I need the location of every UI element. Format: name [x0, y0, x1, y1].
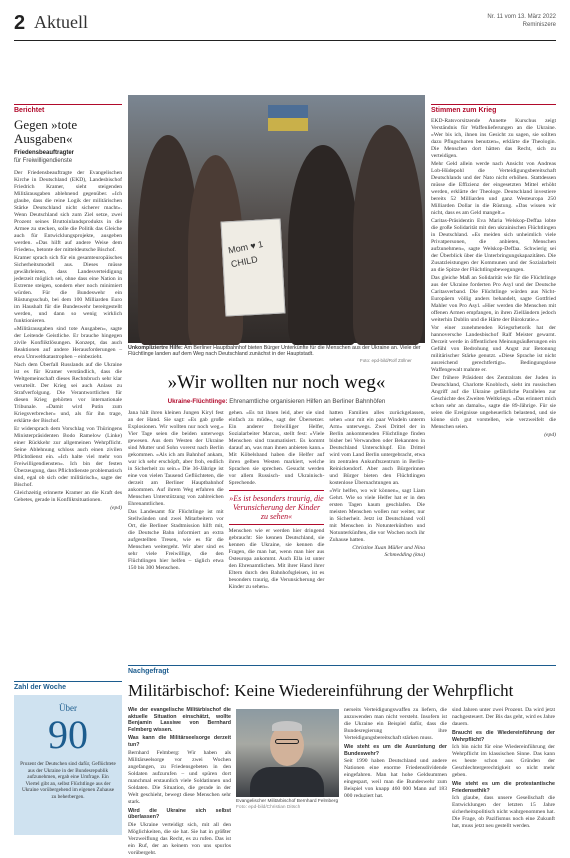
- main-column: [128, 410, 224, 592]
- main-paragraph: Menschen wie er werden hier dringend gebraucht: Sie kennen Deutschland, sie kennen die Ukraine, sie kennen die Fragen, die man hat, wenn man hier aus Osteuropa ankommt. Auch Ella ist unter den Ehrenamtlichen. Mit ihrer Hand ihrer Eltern durch den Bahnhofsgleisen, ist es besonders traurig, die Verunsicherung der Kinder zu sehen«.: [228, 528, 325, 590]
- stimmen-paragraph: Vor einer zunehmenden Kriegsrhetorik hat der hannoversche Landesbischof Ralf Meister gewarnt. Derzeit werde in öffentlichen Meinungsäußerungen ein Gefühl von Bedrohung und Angst zur Betonung militärischer Stärke genutzt. »Diese Sprache ist nicht ausreichend gerechtfertigt«. Bedingungslose Waffengewalt mahnte er.: [431, 325, 556, 373]
- felmberg-portrait: [236, 709, 339, 797]
- interview-intro: Wie der evangelische Militärbischof die aktuelle Situation einschätzt, wollte Benjamin Lassiwe von Bernhard Felmberg wissen.: [128, 707, 231, 733]
- nachgefragt-section: [128, 665, 556, 858]
- berichtet-credit: (epd): [110, 505, 122, 511]
- main-subline: [128, 398, 425, 405]
- pull-quote: »Es ist besonders traurig, die Verunsicherung der Kinder zu sehen«: [229, 490, 325, 525]
- berichtet-column: [14, 104, 122, 513]
- nachgefragt-column: [128, 707, 231, 858]
- main-subline-text: Ehrenamtliche organisieren Hilfen an Berliner Bahnhöfen: [229, 398, 386, 405]
- berichtet-body: [14, 170, 122, 512]
- stimmen-paragraph: EKD-Ratsvorsitzende Annette Kurschus zeigt Verständnis für Waffenlieferungen an die Ukraine. »Wer bis ich, ihnen ins Gesicht zu sagen, sie sollten dazu Pflugscharen benutzen«, erklärte die Theologin. Die Menschen dort hätten das Recht, sich zu verteidigen.: [431, 118, 556, 159]
- page-number: 2: [14, 12, 26, 34]
- berichtet-paragraph: Gleichzeitig erinnerte Kramer an die Kraft des Gebetes, gerade in Konfliktsituationen.: [14, 490, 122, 503]
- interview-question: Wie steht es um die protestantische Friedensethik?: [452, 781, 555, 794]
- berichtet-paragraph: Nach dem Überfall Russlands auf die Ukraine ist es für Kramer verständlich, dass die Weltgemeinschaft dieses Rechtsbruch sehr klar verurteilt. Der Krieg sei auch Anlass zu Strafverfolgung. Die Verantwortlichen für diesen Krieg gehörten vor internationale Tribunale. »Damit wird Putin zum Kriegsverbrecher« und, als für ihn trage, erklärte der Bischof.: [14, 362, 122, 424]
- zahl-kicker: Zahl der Woche: [14, 681, 122, 691]
- main-column: [229, 410, 325, 592]
- main-paragraph: gehen. »Es tut ihnen leid, aber sie sind einfach zu müde«, sagt der Übersetzer. Ein anderer freiwilliger Helfer, Sozialarbeiter Marcus, stellt fest: »Viele Menschen sind traumatisiert. Es kommt darauf an, was man ihnen anbieten kann.« Mit Köbelsband haben die Helfer auf ihren gelben Westen markiert, welche Sprachen sie sprechen. Gesucht werden vor allem Russisch- und Ukrainisch-Sprechende.: [228, 410, 325, 486]
- photo-caption-lead: Unkompliziertre Hilfe:: [128, 345, 183, 351]
- zahl-box: [14, 695, 122, 835]
- nachgefragt-column: [452, 707, 555, 858]
- stimmen-paragraph: Der frühere Präsident des Zentralrats der Juden in Deutschland, Charlotte Knobloch, sieht im russischen Angriff auf die Ukraine gefährliche Parallelen zur Geschichte des Zweiten Weltkriegs. »Das erinnert mich schon sehr an damals«, sagte die 89-Jährige. Für sie seien die Ereignisse ungeheuerlich belastend, und sie könne sich gut vorstellen, wie verzweifelt die Menschen seien.: [431, 375, 556, 430]
- berichtet-paragraph: Der Friedensbeauftragte der Evangelischen Kirche in Deutschland (EKD), Landesbischof Friedrich Kramer, sieht steigenden Militärausgaben ablehnend gegenüber. »Ich glaube, dass die reine Logik der militärischen Stärke Deutschland nicht sicherer macht«. Wenn Deutschland sich zum Ziel setze, zwei Prozent seines Bruttoinlandsprodukts in die Armee zu stecken, solle die Politik das Gleiche auch für Entwicklungsprojekte, ausgeben werden. »Das hilft auf andere Weise dem Frieden«, betonte der mitteldeutsche Bischof.: [14, 170, 122, 253]
- zahl-number: 90: [48, 712, 88, 757]
- interview-answer: sind Jahren unter zwei Prozent. Da wird jetzt nachgesteuert. Der Bis das geht, wird es Jahre dauern.: [452, 707, 555, 727]
- nachgefragt-column: [344, 707, 447, 858]
- main-paragraph: Jana hält ihren kleinen Jungen Kiryl fest an der Hand. Sie sagt: »Es gab große Explosionen. Wir wollten nur noch weg.« Vier Tage seien die beiden unterwegs gewesen. Aus dem Westen der Ukraine sind Mutter und Sohn vorerst nach Berlin gekommen. »Als ich am Bahnhof ankam, war ich sehr erschöpft, aber froh, endlich in Sicherheit zu sein.« Die 36-Jährige ist eine von vielen Tausend Geflüchteten, die derzeit am Berliner Hauptbahnhof ankommen. Auf ihrem Weg erfahren die Menschen Unterstützung von zahlreichen Ehrenamtlichen.: [128, 410, 224, 507]
- nachgefragt-portrait-column: [236, 707, 339, 858]
- interview-answer: Bernhard Felmberg: Wir haben als Militärseelsorge vor zwei Wochen angefangen, zu Friedensgebeten in den Soldaten aufzurufen – und spüren dort manchmal erstaunlich viele Soldatinnen und Soldaten. Die Situation, die gerade in der Welt geschieht, bewegt diese Menschen sehr stark.: [128, 749, 231, 805]
- berichtet-headline: Gegen »tote Ausgaben«: [14, 117, 78, 146]
- nachgefragt-columns: [128, 707, 556, 858]
- main-byline: Christine Xuan Müller und Nina Schmedding (kna): [352, 545, 426, 558]
- refugees-photo: [128, 95, 425, 343]
- interview-answer: Ich bin nicht für eine Wiedereinführung der Wehrpflicht im klassischen Sinne. Das kann es heute schon aus Gründen der Geschlechtergerechtigkeit so nicht mehr geben.: [452, 744, 555, 779]
- photo-caption: [128, 345, 425, 358]
- berichtet-kicker: Berichtet: [14, 104, 122, 114]
- stimmen-paragraph: Das gleiche Maß an Solidarität wie für die Flüchtlinge aus der Ukraine forderten Pro Asyl und der Deutsche Caritasverband. Die Flüchtlinge würden aus Nicht-Europäern völlig anders behandelt, sagte Gottfried Mahler von Pro Asyl. »Hier werden die Menschen mit offenen Armen empfangen, in ihren Zielländern jedoch weiterhin Dublin und die Härte der Bürokratie.«: [431, 275, 556, 323]
- berichtet-paragraph: Er widersprach dem Vorschlag von Thüringens Ministerpräsidenten Bodo Ramelow (Linke) einer Rückkehr zur allgemeinen Wehrpflicht. Seine Ablehnung schloss auch einen zivilen Pflichtdienst ein. »Ich halte viel mehr von Freiwilligendiensten«. Ich bin der festen Überzeugung, dass Pflichtdienste problematisch sind, egal ob sich oder militärisch«, sagte der Bischof.: [14, 426, 122, 488]
- interview-answer: Die Ukraine verteidigt sich, mit all den Möglichkeiten, die sie hat. Sie hat in größter Verzweiflung das Recht, es zu rufen. Das ist ein Ruf, der an keinem von uns spurlos vorübergeht.: [128, 821, 231, 856]
- issue-info: [487, 13, 556, 29]
- main-column: [329, 410, 425, 592]
- page-header: [14, 10, 556, 44]
- main-paragraph: »Wir helfen, wo wir können«, sagt Liam Gehrt. Wie so viele Helfer hat er in den ersten Tagen kaum geschlafen. Die meisten Menschen wollen nur weiter, nur in Sicherheit. Jetzt ist Deutschland voll mit Menschen in Notunterkünften und Notunterkünften, die vor Wochen noch ihr Zuhause hatten.: [329, 488, 426, 543]
- interview-question: Braucht es die Wiedereinführung der Wehrpflicht?: [452, 730, 555, 743]
- portrait-caption: Evangelischer Militärbischof Bernhard Felmberg: [236, 799, 339, 804]
- sign-text: Mom ♥ 1 CHILD: [227, 238, 264, 270]
- stimmen-body: [431, 118, 556, 439]
- main-paragraph: hatten Familien alles zurückgelassen, sehen »nur mit ein paar Windeln unterm Arm« unterwegs. Zwei Drittel der in Berlin ankommenden Flüchtlinge finden bisher bei Verwandten oder Bekannten in Deutschland Unterschlupf. Ein Drittel wird vom Land Berlin untergebracht, etwa im zentralen Ankunftszentrum in Berlin-Reinickendorf. Aber auch Bürgerinnen und Bürger bieten den Flüchtlingen kostenlose Übernachtungen an.: [329, 410, 426, 486]
- stimmen-paragraph: Caritas-Präsidentin Eva Maria Welskop-Deffaa lobte die große Solidarität mit den ukrainischen Flüchtlingen in Deutschland. »Es meiden sich unheimlich viele Privatpersonen, die anbieten, Menschen aufzunehmen«, sagte Welskop-Deffaa. Schwierig sei der Überblick über die Unterbringungskapazitäten. Die Zusatzleistungen der Kommunen und der Sozialarbeit an die Spitze der Flüchtlingsbewegungen.: [431, 218, 556, 273]
- interview-answer: nerseits Verteidigungswaffen zu liefern, die anzuwenden man nicht versteht. Insofern ist die Ukraine ein Beispiel dafür, dass die Bundesregierung ihre Verteidigungsbereitschaft stärken muss.: [344, 707, 447, 741]
- stimmen-kicker: Stimmen zum Krieg: [431, 104, 556, 114]
- zahl-text: Prozent der Deutschen sind dafür, Geflüchtete aus der Ukraine in der Bundesrepublik aufzunehmen, ergab eine Umfrage. Ein Viertel gibt an, selbst Flüchtlinge aus der Ukraine vorübergehend im eigenen Zuhause zu beherbergen.: [20, 761, 116, 800]
- berichtet-author: Friedensbeauftragter: [14, 150, 75, 156]
- berichtet-paragraph: Kramer sprach sich für ein gesamteuropäisches Sicherheitsmodell aus. Dieses müsse gewährleisten, dass Landesverteidigung jederzeit möglich sei, ohne dass eine Nation in Extreme steigen, sondern eher noch minimiert würden. Für die Bundeswehr ein Rüstungsschub, bei dem 100 Milliarden Euro im Haushalt für die Bundeswehr bereitgestellt werden, und dann so wenig wirklich funktionieren.: [14, 255, 122, 324]
- stimmen-paragraph: Mehr Geld allein werde nach Ansicht von Andreas Lob-Hüdepohl die Verteidigungsbereitschaft Deutschlands und der Nato nicht erhöhen. Stattdessen müsse die Effizienz der eingesetzten Mittel erhöht werden, erklärte der Theologe. Deutschland investiere bereits 52 Milliarden und ganz Westeuropa 250 Milliarden Dollar in die Rüstung. »Das wissen wir nicht, dass es am Geld mangelt.«: [431, 161, 556, 216]
- berichtet-author-role: für Freiwilligendienste: [14, 158, 73, 164]
- handwritten-sign: [221, 218, 286, 316]
- portrait-credit: Foto: epd-bild/Christian Ditsch: [236, 804, 301, 810]
- nachgefragt-kicker: Nachgefragt: [128, 665, 556, 675]
- interview-question: Wie steht es um die Ausrüstung der Bundeswehr?: [344, 744, 447, 757]
- stimmen-credit: (epd): [544, 432, 556, 438]
- interview-answer: Seit 1990 haben Deutschland und andere Nationen eine enorme Friedensdividende eingefahren. Man hat hohe Geldsummen eingespart, weil man die Bundeswehr zum Beispiel von knapp 460 000 Mann auf 183 000 reduziert hat.: [344, 758, 447, 800]
- main-paragraph: Das Landesamt für Flüchtlinge ist mit Stellwänden und zwei Mitarbeitern vor Ort, die Berliner Stadtmission hilft mit, die Deutsche Bahn informiert an extra aufgestellten Tresen, wie es für die Menschen weitergeht. Wir aber sind es sehr viele Freiwillige, die den Flüchtlingen hier helfen – täglich etwa 150 bis 300 Menschen.: [128, 509, 224, 571]
- person-figure: [288, 145, 358, 345]
- main-headline: »Wir wollten nur noch weg«: [167, 372, 386, 393]
- header-rule: [14, 40, 556, 41]
- stimmen-column: [431, 104, 556, 440]
- nachgefragt-headline: Militärbischof: Keine Wiedereinführung der Wehrpflicht: [128, 681, 514, 700]
- sunday-name: Reminiszere: [522, 22, 556, 28]
- ukraine-flag-icon: [268, 105, 308, 131]
- interview-question: Was kann die Militärseelsorge derzeit tun?: [128, 735, 231, 748]
- interview-question: Wird die Ukraine sich selbst überlassen?: [128, 807, 231, 821]
- photo-caption-text: Am Berliner Hauptbahnhof bieten Bürger Unterkünfte für die Menschen aus der Ukraine an. Viele der Flüchtlinge landen auf dem Weg nach Deutschland zunächst in der Hauptstadt.: [128, 345, 421, 358]
- person-figure: [353, 125, 423, 345]
- issue-number: Nr. 11 vom 13. März 2022: [487, 14, 556, 20]
- main-article-columns: [128, 410, 425, 592]
- zahl-prefix: Über: [59, 703, 77, 713]
- interview-answer: Ich glaube, dass unsere Gesellschaft die Entwicklungen der letzten 15 Jahre sicherheitspolitisch nicht wahrgenommen hat. Die Frage, ob Pazifismus noch eine Zukunft hat, muss jetzt neu gestellt werden.: [452, 795, 555, 830]
- main-subline-lead: Ukraine-Flüchtlinge:: [167, 398, 228, 405]
- photo-credit: Foto: epd-bild/Rolf Zöllner: [360, 358, 412, 363]
- berichtet-paragraph: »Militärausgaben sind tote Ausgaben«, sagte der Leitende Geistliche. Er brauche hingegen zivile Konfliktlösungen. Konzept, das auch Reaktionen auf andere Herausforderungen – etwa Umweltkatastrophen – einbezieht.: [14, 326, 122, 360]
- section-title: Aktuell: [34, 12, 88, 32]
- zahl-der-woche: [14, 681, 122, 835]
